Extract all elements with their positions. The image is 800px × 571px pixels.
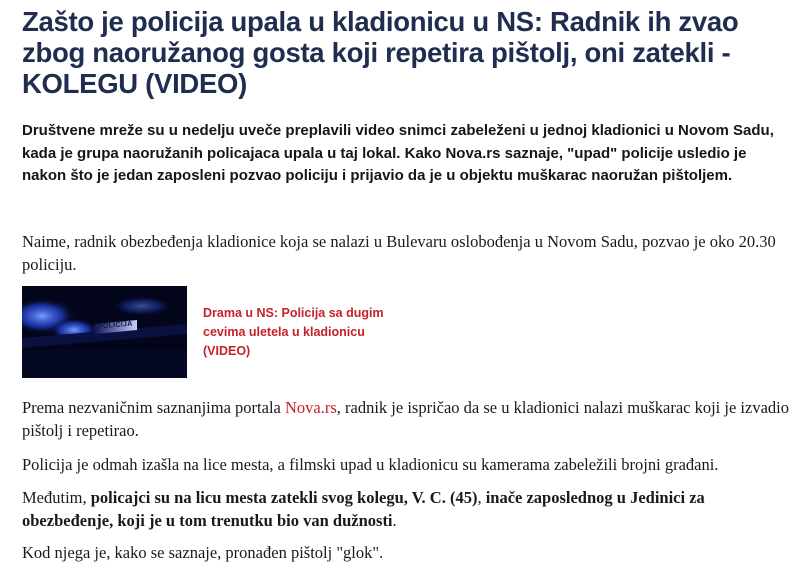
police-car-image-icon <box>22 286 187 378</box>
article-headline: Zašto je policija upala u kladionicu u NS: Radnik ih zvao zbog naoružanog gosta koji repetira pištolj, oni zatekli - KOLEGU (VIDEO) <box>22 6 739 99</box>
paragraph-5: Kod njega je, kako se saznaje, pronađen pištolj "glok". <box>22 543 384 562</box>
paragraph-3: Policija je odmah izašla na lice mesta, a filmski upad u kladionicu su kamerama zabeležili brojni građani. <box>22 455 719 474</box>
paragraph-4-separator: , <box>477 488 486 507</box>
paragraph-4-bold-2: inače zaposlednog u Jedinici za obezbeđenje, koji je u tom trenutku bio van dužnosti <box>22 488 705 530</box>
nova-rs-link[interactable]: Nova.rs <box>284 398 337 417</box>
related-article-thumbnail[interactable] <box>22 286 187 378</box>
thumbnail-police-text: POLICIJA <box>97 320 133 331</box>
article-lead: Društvene mreže su u nedelju uveče preplavili video snimci zabeleženi u jednoj kladionici u Novom Sadu, kada je grupa naoružanih policajaca upala u taj lokal. Kako Nova.rs saznaje, "upad" policije usledio je nakon što je jedan zaposleni pozvao policiju i prijavio da je u objektu muškarac naoružan pištoljem. <box>22 122 774 184</box>
related-article-title[interactable]: Drama u NS: Policija sa dugim cevima uletela u kladionicu (VIDEO) <box>203 306 384 358</box>
paragraph-2-text-start: Prema nezvaničnim saznanjima portala <box>22 398 285 417</box>
paragraph-4-text-start: Međutim, <box>22 488 91 507</box>
related-article[interactable] <box>22 286 402 378</box>
paragraph-4 <box>22 486 790 532</box>
paragraph-1: Naime, radnik obezbeđenja kladionice koja se nalazi u Bulevaru oslobođenja u Novom Sadu, pozvao je oko 20.30 policiju. <box>22 232 776 274</box>
paragraph-4-bold-1: policajci su na licu mesta zatekli svog kolegu, V. C. (45) <box>90 488 478 507</box>
paragraph-2-text-end: , radnik je ispričao da se u kladionici nalazi muškarac koji je izvadio pištolj i repetirao. <box>22 398 789 440</box>
paragraph-2 <box>22 396 790 442</box>
paragraph-4-text-end: . <box>392 511 397 530</box>
